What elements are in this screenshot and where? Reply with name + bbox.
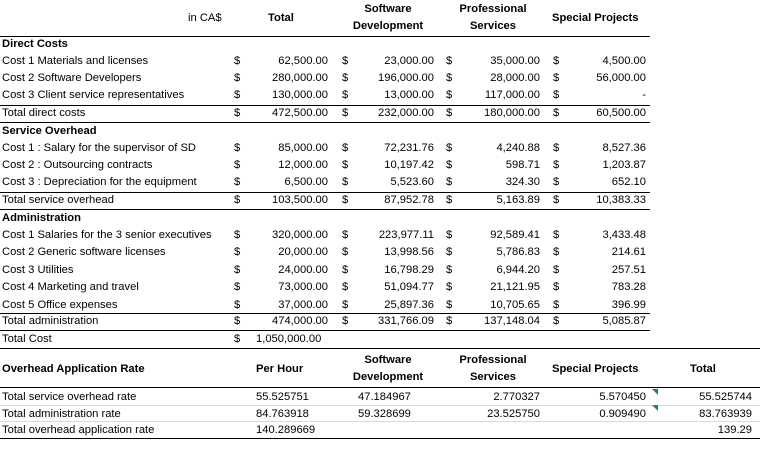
software-value: 223,977.11 bbox=[378, 229, 434, 241]
subtotal-bottom-rule bbox=[0, 209, 650, 210]
total-value: 12,000.00 bbox=[278, 159, 328, 171]
subtotal-rule bbox=[0, 313, 650, 314]
rates-col-special: Special Projects bbox=[552, 363, 639, 375]
header-bottom-rule bbox=[0, 36, 650, 37]
total-value: 320,000.00 bbox=[272, 229, 328, 241]
row-label: Cost 1 Materials and licenses bbox=[2, 55, 149, 67]
cell-warning-flag-icon[interactable] bbox=[652, 389, 658, 395]
special-value: 783.28 bbox=[611, 281, 646, 294]
total-value: 472,500.00 bbox=[272, 107, 328, 119]
special-value: 1,203.87 bbox=[602, 159, 646, 171]
currency-symbol: $ bbox=[234, 298, 241, 311]
currency-symbol: $ bbox=[553, 298, 560, 311]
professional-value: 117,000.00 bbox=[484, 89, 540, 101]
currency-symbol: $ bbox=[234, 176, 241, 188]
currency-symbol: $ bbox=[234, 281, 241, 294]
currency-symbol: $ bbox=[234, 142, 241, 154]
currency-symbol: $ bbox=[553, 281, 560, 294]
currency-symbol: $ bbox=[234, 89, 241, 101]
currency-symbol: $ bbox=[446, 194, 453, 206]
currency-symbol: $ bbox=[553, 72, 560, 84]
currency-label: in CA$ bbox=[188, 12, 222, 24]
currency-symbol: $ bbox=[446, 159, 453, 171]
col-header-professional: Professional Services bbox=[459, 3, 527, 32]
professional-value: 598.71 bbox=[505, 159, 540, 171]
currency-symbol: $ bbox=[234, 263, 241, 276]
currency-symbol: $ bbox=[446, 315, 453, 327]
currency-symbol: $ bbox=[553, 315, 560, 327]
currency-symbol: $ bbox=[234, 159, 241, 171]
total-value: 280,000.00 bbox=[272, 72, 328, 84]
col-header-total: Total bbox=[268, 12, 294, 24]
special-value: 652.10 bbox=[611, 176, 646, 188]
currency-symbol: $ bbox=[342, 229, 349, 241]
total-value: 6,500.00 bbox=[284, 176, 328, 188]
special-value: - bbox=[642, 89, 646, 101]
currency-symbol: $ bbox=[553, 194, 560, 206]
currency-symbol: $ bbox=[342, 55, 349, 67]
professional-value: 4,240.88 bbox=[496, 142, 540, 154]
software-value: 232,000.00 bbox=[378, 107, 434, 119]
software-value: 10,197.42 bbox=[384, 159, 434, 171]
per-hour-value: 140.289669 bbox=[256, 424, 316, 436]
row-label: Cost 1 Salaries for the 3 senior executives bbox=[2, 229, 212, 241]
rates-col-per-hour: Per Hour bbox=[256, 363, 304, 375]
currency-symbol: $ bbox=[446, 89, 453, 101]
currency-symbol: $ bbox=[446, 229, 453, 241]
professional-value: 6,944.20 bbox=[496, 263, 540, 276]
special-value: 257.51 bbox=[611, 263, 646, 276]
rates-col-software: Software Development bbox=[352, 354, 424, 383]
currency-symbol: $ bbox=[446, 55, 453, 67]
rates-grid-line bbox=[0, 405, 760, 406]
currency-symbol: $ bbox=[342, 89, 349, 101]
total-rate: 139.29 bbox=[717, 424, 752, 436]
currency-symbol: $ bbox=[553, 89, 560, 101]
row-label: Cost 3 : Depreciation for the equipment bbox=[2, 176, 197, 188]
special-value: 5,085.87 bbox=[602, 315, 646, 327]
total-value: 474,000.00 bbox=[272, 315, 328, 327]
currency-symbol: $ bbox=[553, 142, 560, 154]
special-value: 396.99 bbox=[611, 298, 646, 311]
currency-symbol: $ bbox=[553, 246, 560, 259]
rates-bottom-rule bbox=[0, 438, 760, 439]
total-rate: 83.763939 bbox=[699, 408, 752, 420]
currency-symbol: $ bbox=[342, 246, 349, 259]
software-value: 16,798.29 bbox=[384, 263, 434, 276]
currency-symbol: $ bbox=[553, 176, 560, 188]
special-rate: 0.909490 bbox=[599, 408, 646, 420]
professional-rate: 23.525750 bbox=[487, 408, 540, 420]
row-label: Total direct costs bbox=[2, 107, 86, 119]
rates-header-rule bbox=[0, 387, 760, 388]
cell-warning-flag-icon[interactable] bbox=[652, 405, 658, 411]
professional-value: 10,705.65 bbox=[490, 298, 540, 311]
currency-symbol: $ bbox=[234, 333, 241, 345]
total-value: 73,000.00 bbox=[278, 281, 328, 294]
software-rate: 47.184967 bbox=[358, 391, 411, 403]
rates-title: Overhead Application Rate bbox=[2, 363, 145, 375]
total-value: 24,000.00 bbox=[278, 263, 328, 276]
row-label: Cost 5 Office expenses bbox=[2, 298, 118, 311]
software-value: 196,000.00 bbox=[378, 72, 434, 84]
currency-symbol: $ bbox=[234, 246, 241, 259]
currency-symbol: $ bbox=[446, 298, 453, 311]
section-title: Administration bbox=[2, 212, 81, 224]
total-cost-label: Total Cost bbox=[2, 333, 52, 345]
software-value: 13,000.00 bbox=[384, 89, 434, 101]
professional-value: 35,000.00 bbox=[490, 55, 540, 67]
currency-symbol: $ bbox=[446, 263, 453, 276]
currency-symbol: $ bbox=[553, 263, 560, 276]
rate-label: Total service overhead rate bbox=[2, 391, 137, 403]
total-cost-value: 1,050,000.00 bbox=[256, 333, 322, 345]
currency-symbol: $ bbox=[553, 107, 560, 119]
currency-symbol: $ bbox=[553, 229, 560, 241]
row-label: Cost 3 Utilities bbox=[2, 263, 74, 276]
currency-symbol: $ bbox=[342, 281, 349, 294]
col-header-special: Special Projects bbox=[552, 12, 639, 24]
subtotal-bottom-rule bbox=[0, 330, 650, 331]
special-value: 3,433.48 bbox=[602, 229, 646, 241]
total-rate: 55.525744 bbox=[699, 391, 752, 403]
col-header-software: Software Development bbox=[352, 3, 424, 32]
per-hour-value: 84.763918 bbox=[256, 408, 309, 420]
professional-value: 28,000.00 bbox=[490, 72, 540, 84]
professional-value: 5,163.89 bbox=[496, 194, 540, 206]
special-value: 60,500.00 bbox=[596, 107, 646, 119]
rates-col-professional: Professional Services bbox=[459, 354, 527, 383]
row-label: Cost 2 : Outsourcing contracts bbox=[2, 159, 153, 171]
software-rate: 59.328699 bbox=[358, 408, 411, 420]
currency-symbol: $ bbox=[342, 315, 349, 327]
section-title: Service Overhead bbox=[2, 125, 97, 137]
currency-symbol: $ bbox=[446, 107, 453, 119]
currency-symbol: $ bbox=[553, 159, 560, 171]
professional-value: 324.30 bbox=[505, 176, 540, 188]
special-value: 10,383.33 bbox=[596, 194, 646, 206]
rates-grid-line bbox=[0, 421, 760, 422]
software-value: 5,523.60 bbox=[390, 176, 434, 188]
currency-symbol: $ bbox=[342, 298, 349, 311]
professional-value: 180,000.00 bbox=[484, 107, 540, 119]
currency-symbol: $ bbox=[342, 194, 349, 206]
total-value: 62,500.00 bbox=[278, 55, 328, 67]
professional-value: 137,148.04 bbox=[484, 315, 540, 327]
currency-symbol: $ bbox=[234, 229, 241, 241]
row-label: Total administration bbox=[2, 315, 99, 327]
total-value: 85,000.00 bbox=[278, 142, 328, 154]
currency-symbol: $ bbox=[446, 72, 453, 84]
row-label: Cost 4 Marketing and travel bbox=[2, 281, 139, 294]
currency-symbol: $ bbox=[234, 55, 241, 67]
row-label: Cost 1 : Salary for the supervisor of SD bbox=[2, 142, 196, 154]
row-label: Cost 2 Software Developers bbox=[2, 72, 142, 84]
currency-symbol: $ bbox=[234, 315, 241, 327]
software-value: 87,952.78 bbox=[384, 194, 434, 206]
currency-symbol: $ bbox=[446, 246, 453, 259]
subtotal-rule bbox=[0, 105, 650, 106]
subtotal-rule bbox=[0, 192, 650, 193]
row-label: Cost 2 Generic software licenses bbox=[2, 246, 166, 259]
currency-symbol: $ bbox=[234, 107, 241, 119]
currency-symbol: $ bbox=[234, 72, 241, 84]
special-rate: 5.570450 bbox=[599, 391, 646, 403]
rate-label: Total administration rate bbox=[2, 408, 121, 420]
rate-label: Total overhead application rate bbox=[2, 424, 155, 436]
special-value: 214.61 bbox=[611, 246, 646, 259]
special-value: 4,500.00 bbox=[602, 55, 646, 67]
currency-symbol: $ bbox=[342, 159, 349, 171]
rates-top-rule bbox=[0, 348, 760, 349]
software-value: 331,766.09 bbox=[378, 315, 434, 327]
special-value: 56,000.00 bbox=[596, 72, 646, 84]
total-value: 130,000.00 bbox=[272, 89, 328, 101]
currency-symbol: $ bbox=[342, 142, 349, 154]
total-value: 37,000.00 bbox=[278, 298, 328, 311]
software-value: 25,897.36 bbox=[384, 298, 434, 311]
row-label: Cost 3 Client service representatives bbox=[2, 89, 185, 101]
software-value: 23,000.00 bbox=[384, 55, 434, 67]
currency-symbol: $ bbox=[234, 194, 241, 206]
currency-symbol: $ bbox=[446, 281, 453, 294]
professional-value: 21,121.95 bbox=[490, 281, 540, 294]
software-value: 13,998.56 bbox=[384, 246, 434, 259]
software-value: 72,231.76 bbox=[384, 142, 434, 154]
row-label: Total service overhead bbox=[2, 194, 114, 206]
currency-symbol: $ bbox=[553, 55, 560, 67]
currency-symbol: $ bbox=[342, 263, 349, 276]
rates-col-total: Total bbox=[690, 363, 716, 375]
currency-symbol: $ bbox=[342, 72, 349, 84]
professional-value: 5,786.83 bbox=[496, 246, 540, 259]
total-value: 20,000.00 bbox=[278, 246, 328, 259]
per-hour-value: 55.525751 bbox=[256, 391, 309, 403]
subtotal-bottom-rule bbox=[0, 122, 650, 123]
software-value: 51,094.77 bbox=[384, 281, 434, 294]
section-title: Direct Costs bbox=[2, 38, 68, 50]
professional-value: 92,589.41 bbox=[490, 229, 540, 241]
currency-symbol: $ bbox=[446, 142, 453, 154]
currency-symbol: $ bbox=[342, 107, 349, 119]
special-value: 8,527.36 bbox=[602, 142, 646, 154]
total-value: 103,500.00 bbox=[272, 194, 328, 206]
currency-symbol: $ bbox=[342, 176, 349, 188]
professional-rate: 2.770327 bbox=[493, 391, 540, 403]
currency-symbol: $ bbox=[446, 176, 453, 188]
